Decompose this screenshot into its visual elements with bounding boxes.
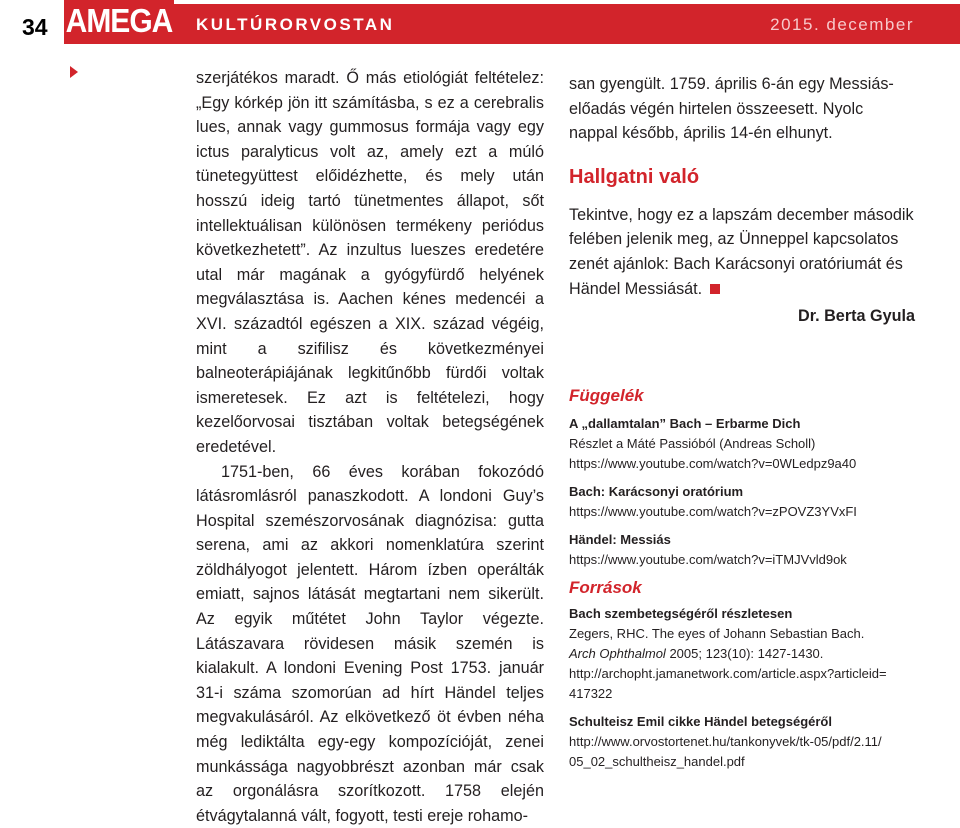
- magazine-logo: [64, 0, 174, 44]
- logo-text: AMEGA: [66, 3, 173, 41]
- appendix-item-title: A „dallamtalan” Bach – Erbarme Dich: [569, 414, 915, 434]
- journal-cite: 2005; 123(10): 1427-1430.: [666, 646, 824, 661]
- article-paragraph: 1751-ben, 66 éves korában fokozódó látásromlásról panaszkodott. A londoni Guy’s Hospital szemészorvosának diagnózisa: gutta serena, ami az akkori nomenklatúra szerint zöldhályogot jelentett. Három ízben operálták emiatt, sajnos látását megtartani nem sikerült. Az egyik műtétet John Taylor végezte. Látászavara rövidesen másik szemén is kialakult. A londoni Evening Post 1753. január 31-i száma szomorúan ad hírt Händel teljes megvakulásáról. Az elkövetkező öt évben néha még lediktálta egy-egy kompozícióját, zenei munkássága nagyobbrészt azonban már csak az orgonálásra szorítkozott. 1758 elején étvágytalanná vált, fogyott, testi ereje rohamo-: [196, 460, 544, 828]
- source-link-cont[interactable]: 417322: [569, 684, 915, 704]
- article-paragraph: [569, 203, 915, 301]
- appendix-item-title: Bach: Karácsonyi oratórium: [569, 482, 915, 502]
- appendix-item-title: Händel: Messiás: [569, 530, 915, 550]
- appendix-link[interactable]: https://www.youtube.com/watch?v=0WLedpz9a40: [569, 454, 915, 474]
- source-link-cont[interactable]: 05_02_schultheisz_handel.pdf: [569, 752, 915, 772]
- source-link[interactable]: http://www.orvostortenet.hu/tankonyvek/tk-05/pdf/2.11/: [569, 732, 915, 752]
- page-number: 34: [22, 14, 48, 41]
- page-header: [0, 0, 960, 60]
- section-heading: Hallgatni való: [569, 166, 915, 189]
- appendix-heading: Függelék: [569, 386, 915, 406]
- end-mark-icon: [710, 284, 720, 294]
- sources-list: [569, 604, 915, 772]
- author-name: Dr. Berta Gyula: [569, 307, 915, 326]
- appendix-link[interactable]: https://www.youtube.com/watch?v=zPOVZ3YVxFI: [569, 502, 915, 522]
- article-left-column: [196, 66, 544, 828]
- journal-name: Arch Ophthalmol: [569, 646, 666, 661]
- triangle-marker-icon: [70, 66, 78, 78]
- appendix-item-desc: Részlet a Máté Passióból (Andreas Scholl): [569, 434, 915, 454]
- appendix-link[interactable]: https://www.youtube.com/watch?v=iTMJVvld9ok: [569, 550, 915, 570]
- source-title: Bach szembetegségéről részletesen: [569, 604, 915, 624]
- issue-date: 2015. december: [770, 15, 914, 35]
- source-title: Schulteisz Emil cikke Händel betegségéről: [569, 712, 915, 732]
- article-right-column: [569, 72, 915, 772]
- section-title: KULTÚRORVOSTAN: [196, 15, 394, 35]
- source-journal-line: [569, 644, 915, 664]
- source-citation: Zegers, RHC. The eyes of Johann Sebastian Bach.: [569, 624, 915, 644]
- sources-heading: Források: [569, 578, 915, 598]
- recommendation-text: Tekintve, hogy ez a lapszám december második felében jelenik meg, az Ünneppel kapcsolatos zenét ajánlok: Bach Karácsonyi oratóriumát és Händel Messiását.: [569, 206, 914, 298]
- source-link[interactable]: http://archopht.jamanetwork.com/article.aspx?articleid=: [569, 664, 915, 684]
- appendix-list: [569, 414, 915, 570]
- article-paragraph: szerjátékos maradt. Ő más etiológiát feltételez: „Egy kórkép jön itt számításba, s ez a cerebralis lues, annak vagy gummosus formája vagy egy ictus paralyticus volt az, amely ezt a múló tünetegyüttest előidézhette, és mely után hosszú ideig tartó tünetmentes állapot, sőt intellektuálisan különösen termékeny periódus következhetett”. Az inzultus lueszes eredetére utal már magának a gyógyfürdő helyének megválasztása is. Aachen kénes medencéi a XVI. századtól egészen a XIX. század végéig, mint a szifilisz és következményei balneoterápiájának legkitűnőbb fürdői voltak ismeretesek. Ez azt is feltételezi, hogy kezelőorvosai tisztában voltak betegségének eredetével.: [196, 66, 544, 460]
- article-paragraph: san gyengült. 1759. április 6-án egy Messiás-előadás végén hirtelen összeesett. Nyolc nappal később, április 14-én elhunyt.: [569, 72, 915, 146]
